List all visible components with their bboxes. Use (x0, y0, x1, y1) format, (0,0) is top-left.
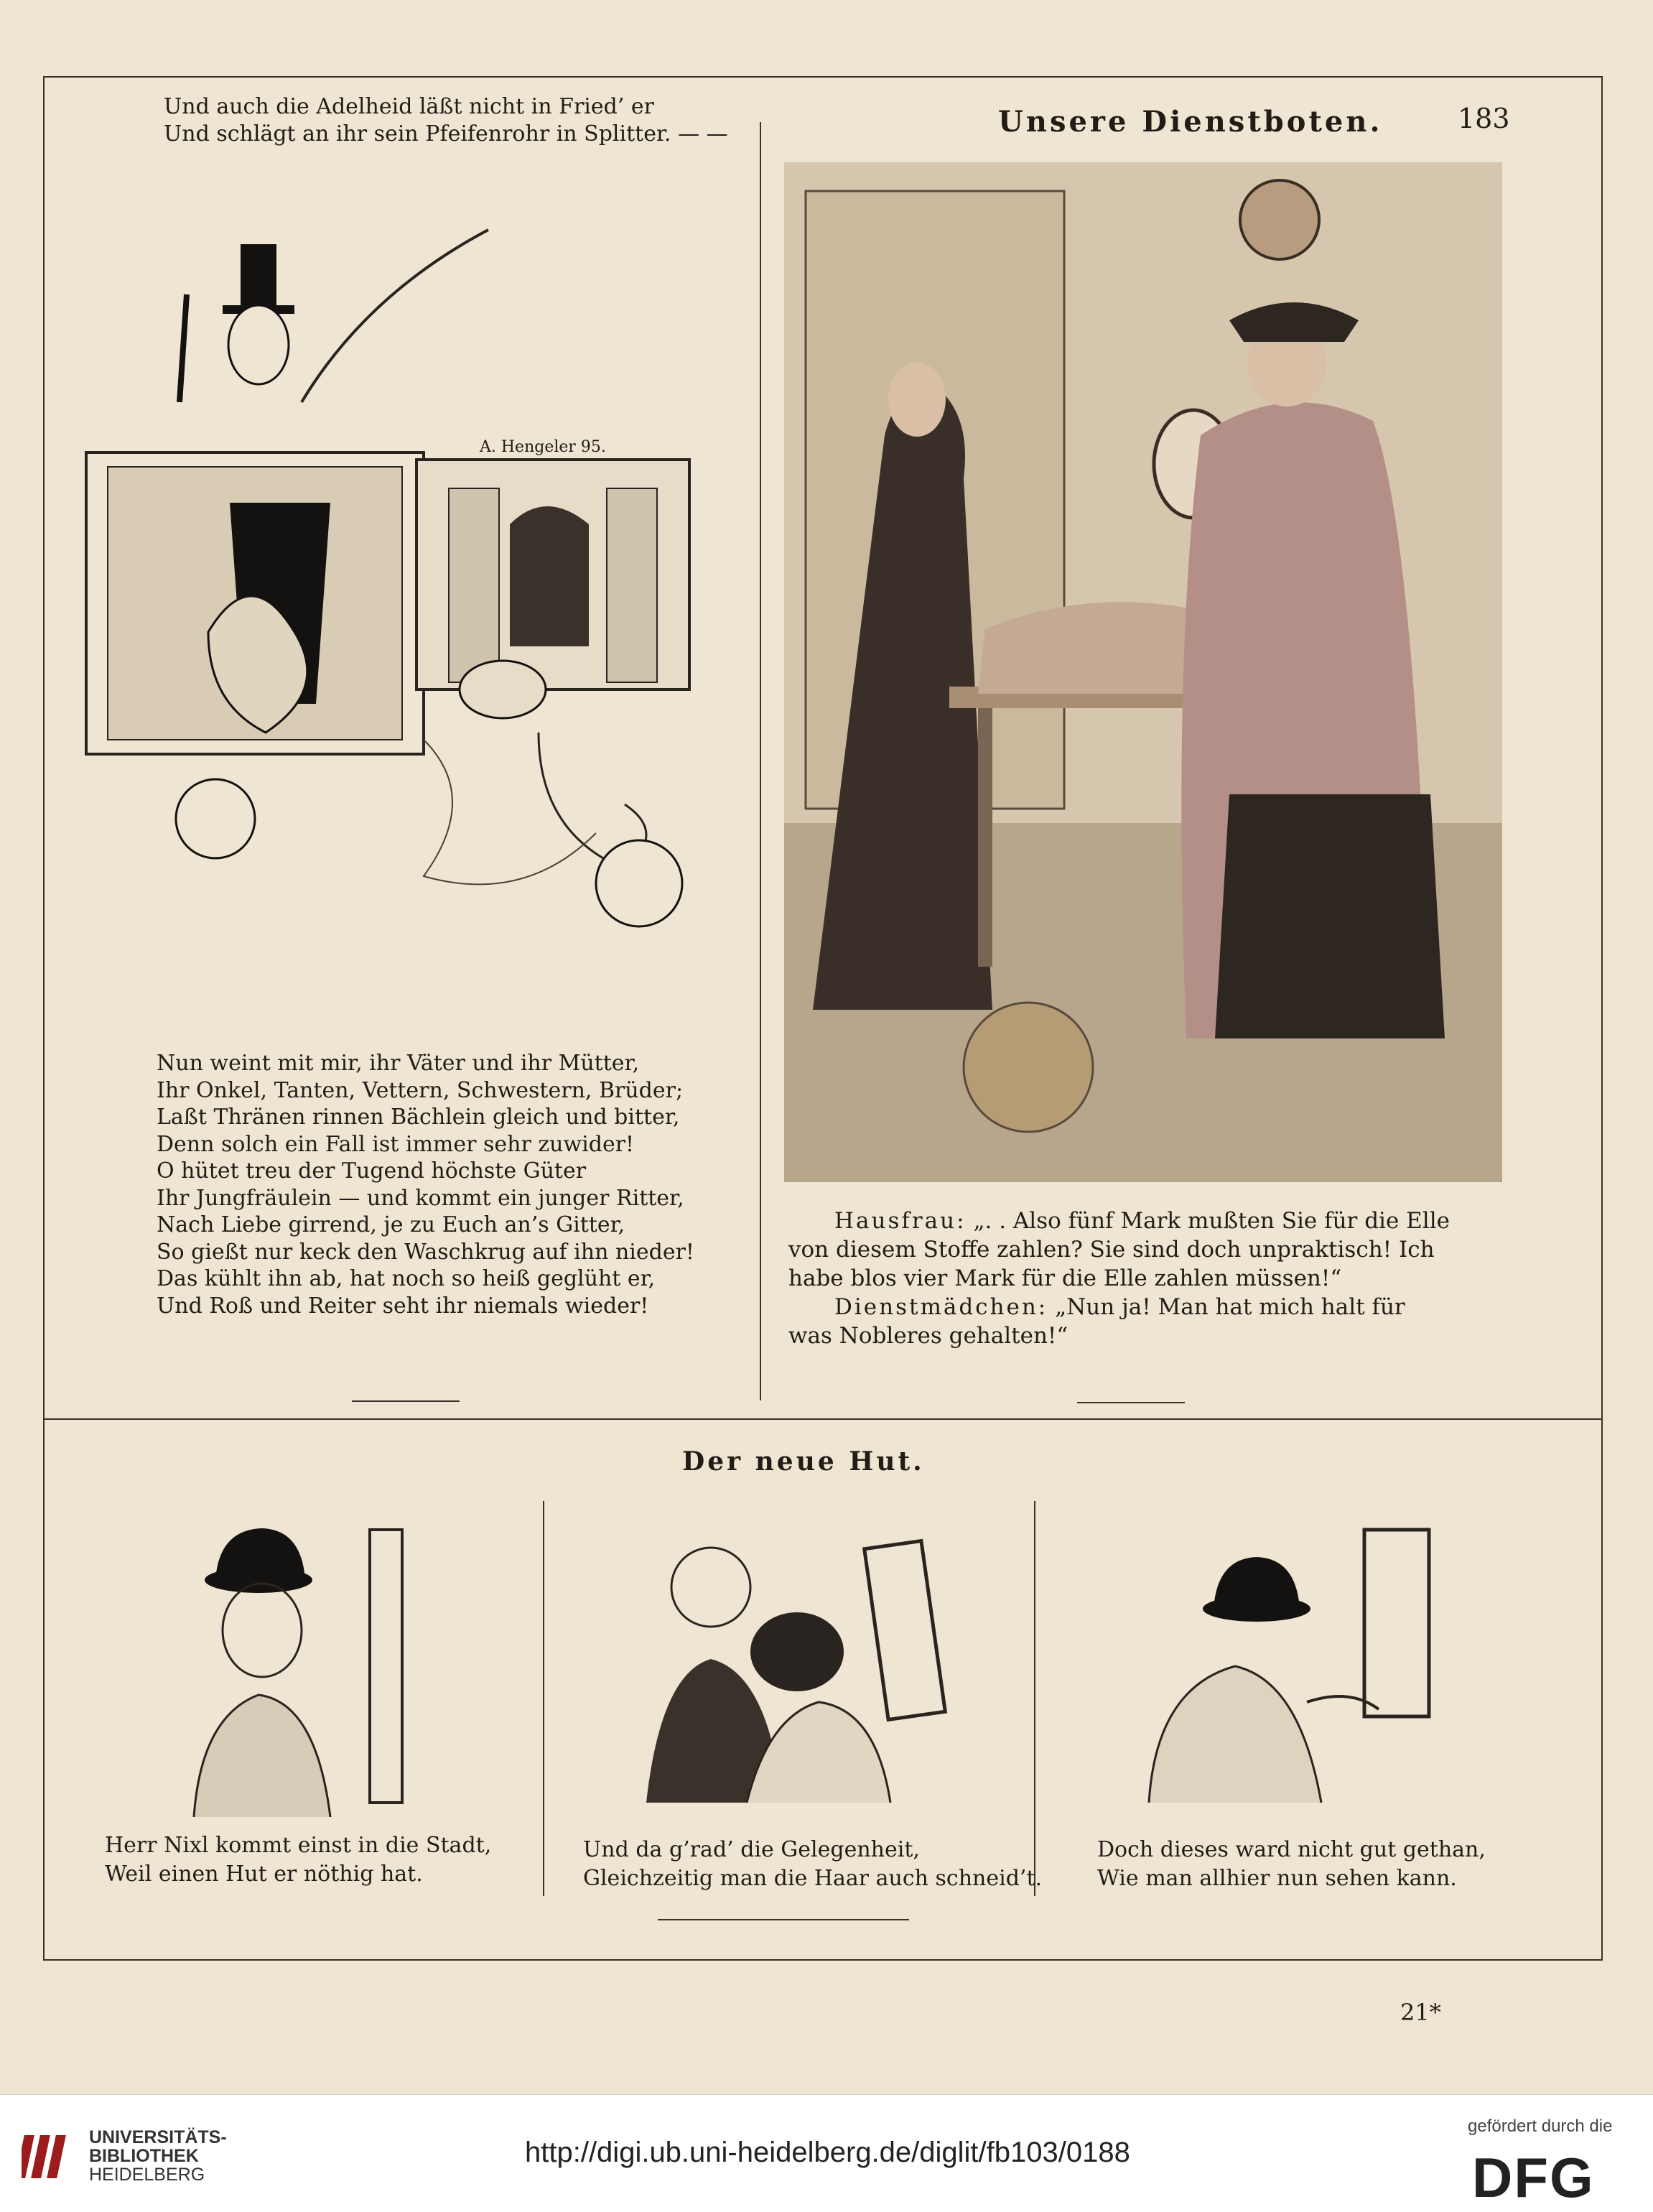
dialogue-caption (788, 1207, 1450, 1350)
comic-title: Der neue Hut. (682, 1446, 925, 1477)
running-title: Unsere Dienstboten. (998, 105, 1383, 139)
panel-3-caption (1097, 1836, 1486, 1893)
dialogue-line (788, 1235, 1450, 1264)
caption-line: Doch dieses ward nicht gut gethan, (1097, 1837, 1486, 1862)
caption-line: Weil einen Hut er nöthig hat. (105, 1862, 423, 1887)
intro-verse (164, 93, 728, 147)
poem-end-rule (352, 1400, 460, 1402)
comic-end-rule (658, 1919, 909, 1920)
library-name (89, 2128, 227, 2184)
caption-line: Herr Nixl kommt einst in die Stadt, (105, 1833, 492, 1858)
comic-panel-2 (603, 1515, 977, 1817)
library-name-line: HEIDELBERG (89, 2165, 205, 2185)
poem-line: Nun weint mit mir, ihr Väter und ihr Mütter, (157, 1051, 640, 1076)
engraving-illustration (784, 162, 1502, 1182)
poem-line: Nach Liebe girrend, je zu Euch an’s Gitter, (157, 1212, 625, 1237)
dialogue-text: was Nobleres gehalten!“ (788, 1323, 1068, 1349)
poem-line: Ihr Onkel, Tanten, Vettern, Schwestern, Brüder; (157, 1077, 684, 1103)
dfg-logo: DFG (1472, 2146, 1595, 2209)
poem-line: So gießt nur keck den Waschkrug auf ihn nieder! (157, 1239, 694, 1265)
dialogue-end-rule (1077, 1402, 1185, 1403)
section-divider (43, 1418, 1601, 1420)
dialogue-text: „Nun ja! Man hat mich halt für (1055, 1294, 1405, 1320)
dialogue-text: „. . Also fünf Mark mußten Sie für die Elle (973, 1208, 1450, 1234)
artist-signature: A. Hengeler 95. (480, 438, 606, 456)
poem-line: Ihr Jungfräulein — und kommt ein junger Ritter, (157, 1185, 684, 1211)
panel-divider (543, 1501, 544, 1896)
page-number: 183 (1458, 103, 1510, 134)
poem-line: Das kühlt ihn ab, hat noch so heiß geglüht er, (157, 1266, 656, 1291)
satirical-illustration (79, 187, 725, 1020)
comic-panel-3 (1106, 1515, 1494, 1817)
panel-2-drawing (603, 1515, 977, 1817)
caption-line: Und da g’rad’ die Gelegenheit, (583, 1837, 920, 1862)
poem-line: O hütet treu der Tugend höchste Güter (157, 1158, 587, 1184)
intro-line: Und schlägt an ihr sein Pfeifenrohr in Splitter. — — (164, 121, 728, 147)
panel-1-drawing (129, 1515, 431, 1817)
illustration-drawing (79, 187, 725, 1020)
dialogue-line (788, 1264, 1450, 1293)
poem-line: Und Roß und Reiter seht ihr niemals wieder! (157, 1293, 649, 1319)
column-divider (760, 122, 761, 1400)
dialogue-text: von diesem Stoffe zahlen? Sie sind doch unpraktisch! Ich (788, 1237, 1435, 1263)
intro-line: Und auch die Adelheid läßt nicht in Fried’ er (164, 94, 654, 119)
panel-3-drawing (1106, 1515, 1494, 1817)
panel-2-caption (583, 1836, 1042, 1893)
engraving-drawing (784, 162, 1502, 1182)
poem-line: Laßt Thränen rinnen Bächlein gleich und bitter, (157, 1105, 680, 1130)
poem-stanza (157, 1050, 694, 1319)
dialogue-line (788, 1207, 1450, 1235)
source-url-link[interactable]: http://digi.ub.uni-heidelberg.de/diglit/fb103/0188 (525, 2137, 1130, 2168)
dialogue-text: habe blos vier Mark für die Elle zahlen müssen!“ (788, 1265, 1342, 1291)
digitization-footer (0, 2094, 1653, 2212)
funding-label: gefördert durch die (1468, 2116, 1613, 2136)
caption-line: Gleichzeitig man die Haar auch schneid’t. (583, 1866, 1043, 1891)
speaker-label: Hausfrau: (834, 1208, 967, 1234)
poem-line: Denn solch ein Fall ist immer sehr zuwider! (157, 1131, 635, 1157)
library-name-line: UNIVERSITÄTS- (89, 2127, 227, 2147)
caption-line: Wie man allhier nun sehen kann. (1097, 1866, 1457, 1891)
panel-1-caption (105, 1831, 491, 1889)
comic-panel-1 (129, 1515, 431, 1817)
speaker-label: Dienstmädchen: (834, 1294, 1048, 1320)
library-logo-icon (22, 2128, 79, 2185)
library-name-line: BIBLIOTHEK (89, 2146, 199, 2166)
signature-mark: 21* (1400, 1999, 1441, 2026)
dialogue-line (788, 1321, 1450, 1350)
dialogue-line (788, 1293, 1450, 1321)
